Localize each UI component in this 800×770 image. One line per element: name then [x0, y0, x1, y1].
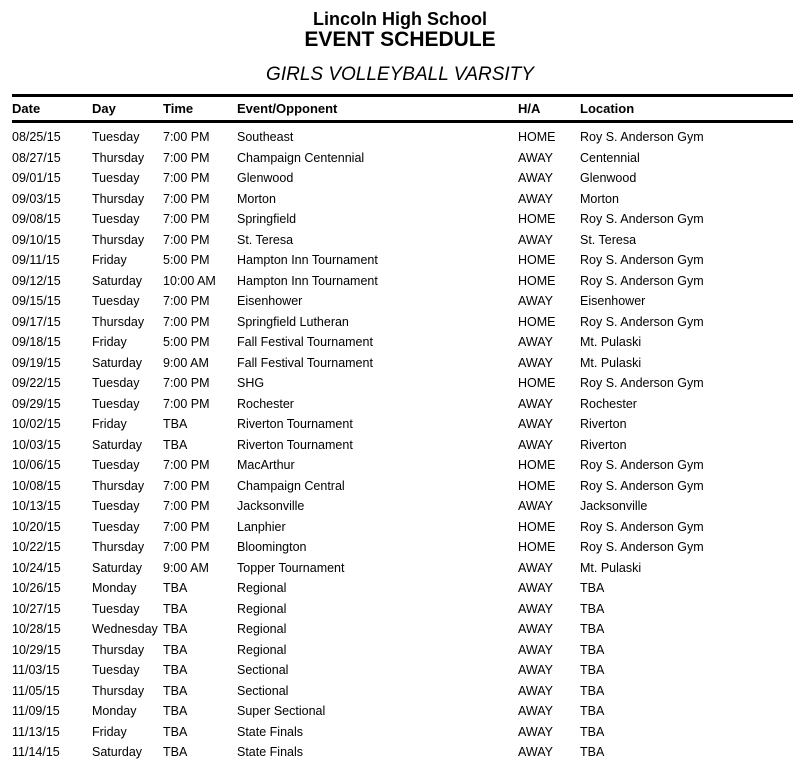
cell-location: Riverton: [580, 417, 627, 432]
cell-time: 10:00 AM: [163, 273, 216, 288]
cell-day: Monday: [92, 581, 137, 596]
cell-day: Thursday: [92, 232, 145, 247]
cell-day: Tuesday: [92, 212, 140, 227]
schedule-row: [12, 189, 793, 210]
cell-location: Roy S. Anderson Gym: [580, 458, 704, 473]
cell-home-away: AWAY: [518, 704, 553, 719]
cell-time: TBA: [163, 581, 188, 596]
cell-event: Regional: [237, 581, 287, 596]
column-header-time: Time: [163, 101, 194, 116]
school-name: Lincoln High School: [313, 9, 487, 29]
cell-home-away: HOME: [518, 540, 556, 555]
cell-time: 7:00 PM: [163, 294, 210, 309]
cell-event: Regional: [237, 622, 287, 637]
cell-time: TBA: [163, 642, 188, 657]
cell-day: Tuesday: [92, 458, 140, 473]
table-head: [12, 96, 793, 122]
cell-date: 08/25/15: [12, 130, 61, 145]
schedule-row: [12, 599, 793, 620]
cell-date: 10/02/15: [12, 417, 61, 432]
cell-date: 10/28/15: [12, 622, 61, 637]
cell-time: TBA: [163, 663, 188, 678]
cell-location: Roy S. Anderson Gym: [580, 478, 704, 493]
page-header: [0, 0, 800, 86]
cell-event: Morton: [237, 191, 276, 206]
cell-time: TBA: [163, 724, 188, 739]
cell-location: St. Teresa: [580, 232, 637, 247]
cell-home-away: AWAY: [518, 581, 553, 596]
schedule-table: [12, 94, 793, 763]
cell-day: Tuesday: [92, 396, 140, 411]
schedule-row: [12, 312, 793, 333]
column-header-event: Event/Opponent: [237, 101, 338, 116]
cell-location: Roy S. Anderson Gym: [580, 212, 704, 227]
column-header-home-away: H/A: [518, 101, 541, 116]
cell-time: 9:00 AM: [163, 560, 209, 575]
cell-day: Saturday: [92, 437, 143, 452]
cell-time: 7:00 PM: [163, 396, 210, 411]
cell-home-away: AWAY: [518, 745, 553, 760]
header-row: [12, 96, 793, 122]
cell-home-away: AWAY: [518, 499, 553, 514]
cell-date: 09/17/15: [12, 314, 61, 329]
cell-home-away: HOME: [518, 212, 556, 227]
cell-time: 7:00 PM: [163, 478, 210, 493]
cell-event: Hampton Inn Tournament: [237, 273, 378, 288]
schedule-row: [12, 455, 793, 476]
cell-home-away: AWAY: [518, 642, 553, 657]
cell-day: Saturday: [92, 745, 143, 760]
cell-home-away: AWAY: [518, 601, 553, 616]
cell-event: Springfield: [237, 212, 297, 227]
schedule-row: [12, 681, 793, 702]
schedule-row: [12, 168, 793, 189]
cell-home-away: AWAY: [518, 232, 553, 247]
cell-location: Morton: [580, 191, 619, 206]
cell-event: St. Teresa: [237, 232, 294, 247]
cell-date: 09/11/15: [12, 253, 60, 268]
cell-day: Thursday: [92, 191, 145, 206]
table-body: [12, 122, 793, 763]
cell-event: Eisenhower: [237, 294, 303, 309]
cell-time: 9:00 AM: [163, 355, 209, 370]
cell-event: Regional: [237, 601, 287, 616]
cell-time: 7:00 PM: [163, 150, 210, 165]
schedule-row: [12, 122, 793, 148]
cell-date: 09/29/15: [12, 396, 61, 411]
schedule-row: [12, 701, 793, 722]
cell-date: 10/26/15: [12, 581, 61, 596]
cell-event: Glenwood: [237, 171, 294, 186]
cell-time: TBA: [163, 601, 188, 616]
cell-location: Eisenhower: [580, 294, 646, 309]
cell-location: Glenwood: [580, 171, 637, 186]
cell-location: Mt. Pulaski: [580, 335, 642, 350]
cell-home-away: AWAY: [518, 335, 553, 350]
cell-location: TBA: [580, 581, 605, 596]
cell-location: TBA: [580, 745, 605, 760]
cell-date: 10/08/15: [12, 478, 61, 493]
schedule-row: [12, 476, 793, 497]
cell-location: TBA: [580, 683, 605, 698]
cell-date: 11/03/15: [12, 663, 60, 678]
cell-day: Tuesday: [92, 519, 140, 534]
cell-home-away: AWAY: [518, 396, 553, 411]
cell-location: Mt. Pulaski: [580, 560, 642, 575]
cell-day: Tuesday: [92, 294, 140, 309]
cell-home-away: HOME: [518, 458, 556, 473]
cell-event: Fall Festival Tournament: [237, 335, 373, 350]
schedule-row: [12, 496, 793, 517]
cell-location: TBA: [580, 601, 605, 616]
cell-home-away: AWAY: [518, 622, 553, 637]
cell-event: Sectional: [237, 683, 289, 698]
cell-home-away: HOME: [518, 478, 556, 493]
schedule-row: [12, 394, 793, 415]
cell-time: 5:00 PM: [163, 335, 210, 350]
cell-location: TBA: [580, 724, 605, 739]
cell-date: 09/15/15: [12, 294, 61, 309]
cell-location: Roy S. Anderson Gym: [580, 376, 704, 391]
schedule-row: [12, 742, 793, 763]
cell-time: TBA: [163, 622, 188, 637]
cell-date: 09/03/15: [12, 191, 61, 206]
cell-date: 09/12/15: [12, 273, 61, 288]
cell-day: Thursday: [92, 314, 145, 329]
cell-day: Saturday: [92, 355, 143, 370]
cell-location: Mt. Pulaski: [580, 355, 642, 370]
cell-date: 09/08/15: [12, 212, 61, 227]
cell-event: Hampton Inn Tournament: [237, 253, 378, 268]
cell-event: Super Sectional: [237, 704, 326, 719]
cell-home-away: HOME: [518, 314, 556, 329]
cell-location: TBA: [580, 642, 605, 657]
cell-location: Centennial: [580, 150, 640, 165]
schedule-row: [12, 353, 793, 374]
cell-date: 09/10/15: [12, 232, 61, 247]
cell-home-away: HOME: [518, 519, 556, 534]
cell-event: Sectional: [237, 663, 289, 678]
cell-day: Tuesday: [92, 663, 140, 678]
cell-time: 7:00 PM: [163, 171, 210, 186]
schedule-row: [12, 619, 793, 640]
cell-day: Tuesday: [92, 499, 140, 514]
cell-time: 7:00 PM: [163, 458, 210, 473]
cell-date: 10/24/15: [12, 560, 61, 575]
cell-day: Friday: [92, 335, 127, 350]
schedule-row: [12, 660, 793, 681]
cell-location: Rochester: [580, 396, 637, 411]
cell-location: Roy S. Anderson Gym: [580, 519, 704, 534]
cell-home-away: AWAY: [518, 683, 553, 698]
cell-day: Friday: [92, 417, 127, 432]
cell-time: 7:00 PM: [163, 540, 210, 555]
cell-day: Thursday: [92, 540, 145, 555]
cell-date: 10/20/15: [12, 519, 61, 534]
schedule-row: [12, 271, 793, 292]
cell-date: 09/01/15: [12, 171, 61, 186]
cell-location: Roy S. Anderson Gym: [580, 273, 704, 288]
cell-home-away: AWAY: [518, 560, 553, 575]
cell-date: 10/06/15: [12, 458, 61, 473]
cell-home-away: AWAY: [518, 417, 553, 432]
cell-date: 11/14/15: [12, 745, 60, 760]
cell-day: Tuesday: [92, 601, 140, 616]
cell-day: Friday: [92, 724, 127, 739]
cell-time: 7:00 PM: [163, 376, 210, 391]
cell-time: 7:00 PM: [163, 191, 210, 206]
cell-home-away: AWAY: [518, 355, 553, 370]
cell-time: TBA: [163, 683, 188, 698]
cell-home-away: AWAY: [518, 171, 553, 186]
cell-day: Tuesday: [92, 171, 140, 186]
schedule-row: [12, 250, 793, 271]
cell-event: Champaign Centennial: [237, 150, 365, 165]
cell-location: Roy S. Anderson Gym: [580, 314, 704, 329]
cell-date: 10/13/15: [12, 499, 61, 514]
cell-location: Riverton: [580, 437, 627, 452]
cell-date: 10/03/15: [12, 437, 61, 452]
cell-date: 09/22/15: [12, 376, 61, 391]
cell-event: Topper Tournament: [237, 560, 345, 575]
sport-subtitle: GIRLS VOLLEYBALL VARSITY: [266, 64, 534, 85]
cell-date: 10/22/15: [12, 540, 61, 555]
cell-date: 09/19/15: [12, 355, 61, 370]
cell-day: Wednesday: [92, 622, 158, 637]
cell-event: Rochester: [237, 396, 294, 411]
cell-date: 11/05/15: [12, 683, 60, 698]
cell-time: 5:00 PM: [163, 253, 210, 268]
cell-time: 7:00 PM: [163, 130, 210, 145]
schedule-row: [12, 332, 793, 353]
cell-event: Lanphier: [237, 519, 286, 534]
column-header-location: Location: [580, 101, 635, 116]
cell-event: Fall Festival Tournament: [237, 355, 373, 370]
cell-event: Riverton Tournament: [237, 417, 353, 432]
cell-day: Tuesday: [92, 376, 140, 391]
schedule-row: [12, 435, 793, 456]
page-title: EVENT SCHEDULE: [304, 28, 496, 51]
schedule-row: [12, 537, 793, 558]
cell-date: 08/27/15: [12, 150, 61, 165]
cell-home-away: HOME: [518, 130, 556, 145]
cell-day: Tuesday: [92, 130, 140, 145]
cell-time: 7:00 PM: [163, 499, 210, 514]
cell-home-away: AWAY: [518, 191, 553, 206]
schedule-row: [12, 578, 793, 599]
cell-time: 7:00 PM: [163, 232, 210, 247]
cell-date: 11/13/15: [12, 724, 60, 739]
cell-date: 10/29/15: [12, 642, 61, 657]
cell-time: 7:00 PM: [163, 519, 210, 534]
cell-time: TBA: [163, 417, 188, 432]
cell-day: Thursday: [92, 642, 145, 657]
cell-home-away: HOME: [518, 253, 556, 268]
cell-event: Jacksonville: [237, 499, 305, 514]
cell-location: Roy S. Anderson Gym: [580, 253, 704, 268]
cell-location: TBA: [580, 622, 605, 637]
cell-home-away: HOME: [518, 273, 556, 288]
cell-time: TBA: [163, 437, 188, 452]
cell-day: Thursday: [92, 683, 145, 698]
column-header-day: Day: [92, 101, 116, 116]
cell-event: Champaign Central: [237, 478, 345, 493]
schedule-row: [12, 517, 793, 538]
cell-day: Monday: [92, 704, 137, 719]
cell-time: TBA: [163, 704, 188, 719]
cell-date: 11/09/15: [12, 704, 60, 719]
cell-home-away: AWAY: [518, 724, 553, 739]
schedule-row: [12, 722, 793, 743]
column-header-date: Date: [12, 101, 41, 116]
cell-time: 7:00 PM: [163, 212, 210, 227]
cell-location: Roy S. Anderson Gym: [580, 540, 704, 555]
cell-time: TBA: [163, 745, 188, 760]
schedule-row: [12, 414, 793, 435]
cell-location: Roy S. Anderson Gym: [580, 130, 704, 145]
schedule-row: [12, 558, 793, 579]
cell-home-away: AWAY: [518, 150, 553, 165]
cell-home-away: HOME: [518, 376, 556, 391]
cell-event: Bloomington: [237, 540, 307, 555]
cell-home-away: AWAY: [518, 294, 553, 309]
cell-location: TBA: [580, 704, 605, 719]
cell-home-away: AWAY: [518, 663, 553, 678]
cell-event: MacArthur: [237, 458, 295, 473]
cell-event: Southeast: [237, 130, 294, 145]
cell-home-away: AWAY: [518, 437, 553, 452]
cell-day: Thursday: [92, 478, 145, 493]
schedule-row: [12, 230, 793, 251]
cell-event: State Finals: [237, 745, 304, 760]
cell-time: 7:00 PM: [163, 314, 210, 329]
schedule-row: [12, 373, 793, 394]
cell-location: TBA: [580, 663, 605, 678]
cell-date: 10/27/15: [12, 601, 61, 616]
cell-event: Regional: [237, 642, 287, 657]
cell-event: Springfield Lutheran: [237, 314, 349, 329]
schedule-row: [12, 640, 793, 661]
cell-day: Friday: [92, 253, 127, 268]
cell-event: State Finals: [237, 724, 304, 739]
schedule-row: [12, 291, 793, 312]
schedule-row: [12, 148, 793, 169]
cell-date: 09/18/15: [12, 335, 61, 350]
cell-event: Riverton Tournament: [237, 437, 353, 452]
cell-event: SHG: [237, 376, 265, 391]
cell-day: Thursday: [92, 150, 145, 165]
cell-day: Saturday: [92, 273, 143, 288]
cell-day: Saturday: [92, 560, 143, 575]
schedule-row: [12, 209, 793, 230]
cell-location: Jacksonville: [580, 499, 648, 514]
